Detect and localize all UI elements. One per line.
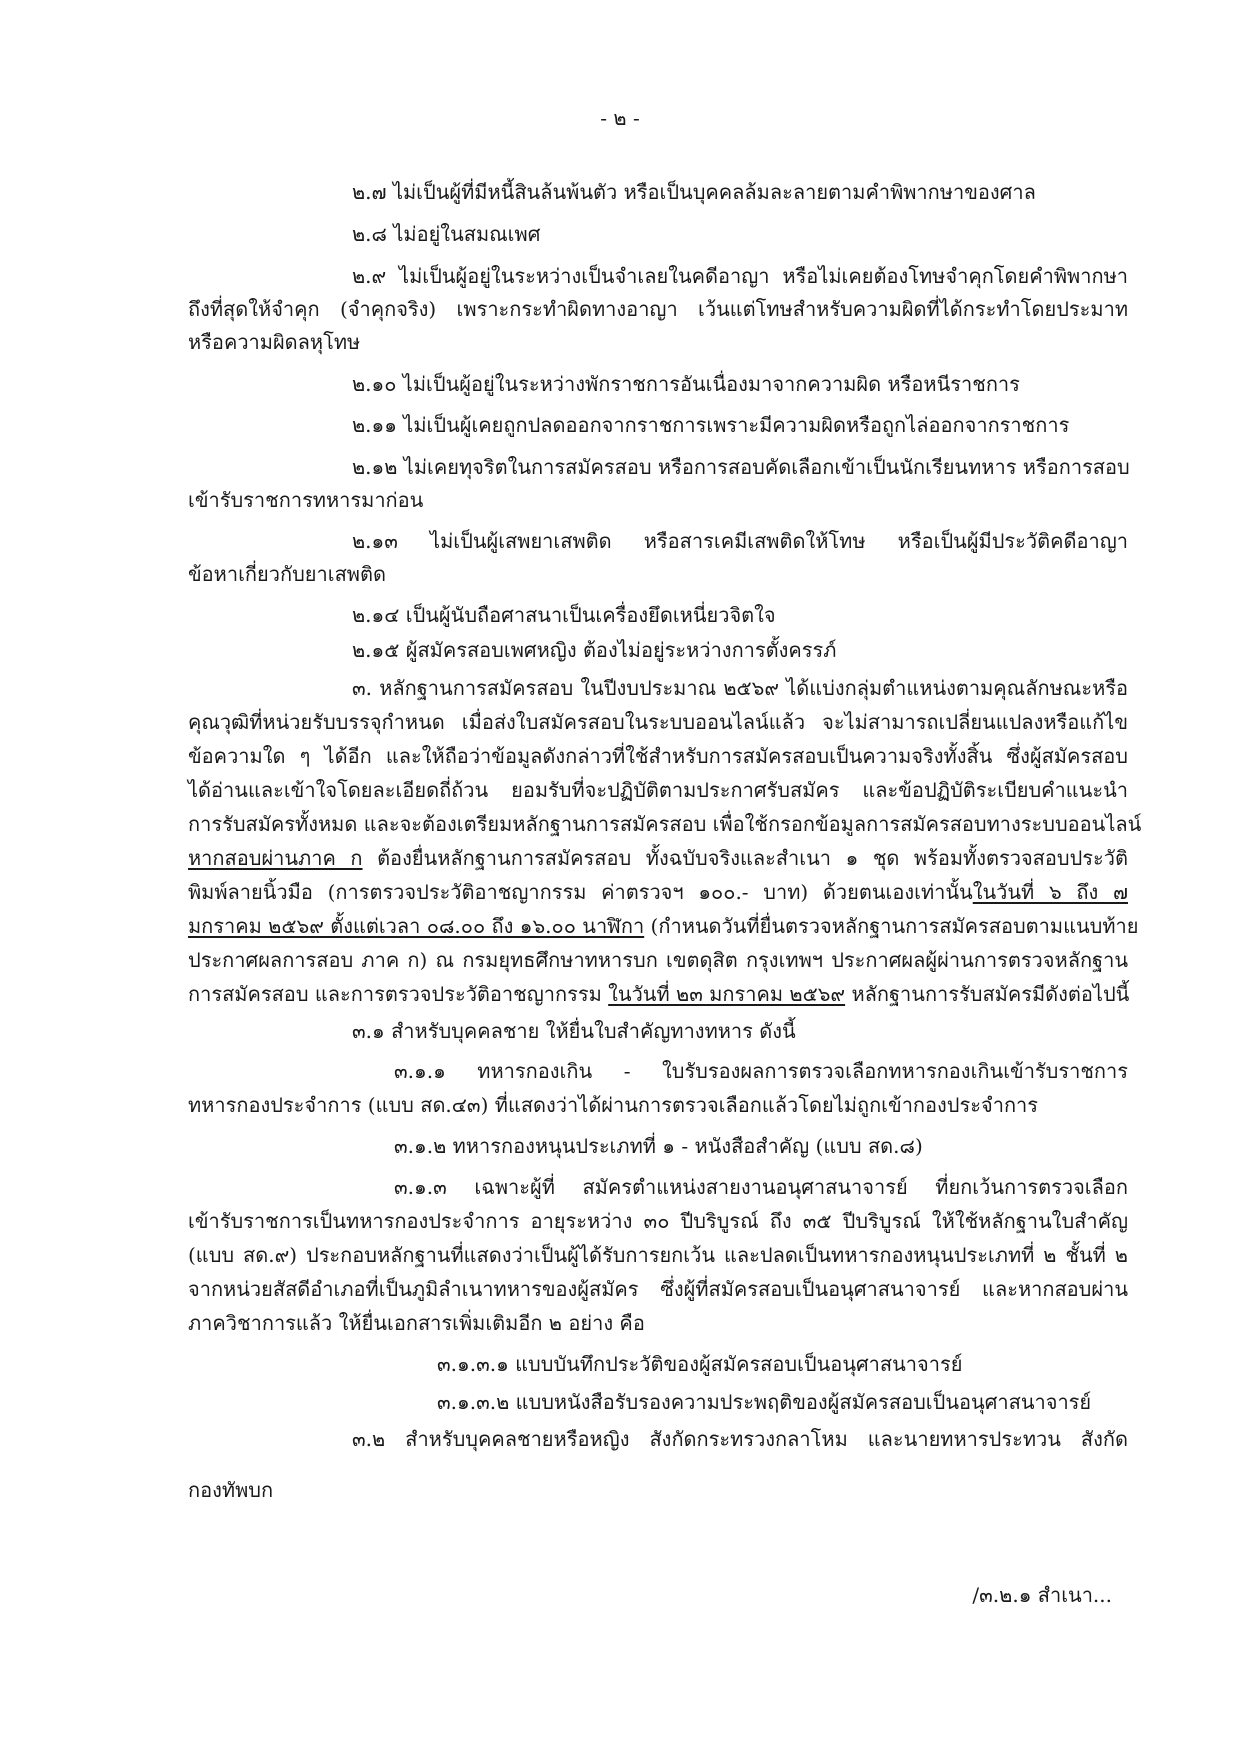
underlined-announce-date: ในวันที่ ๒๓ มกราคม ๒๕๖๙: [608, 982, 846, 1006]
item-3-2-line-1: ๓.๒ สำหรับบุคคลชายหรือหญิง สังกัดกระทรวงกลาโหม และนายทหารประทวน สังกัด: [352, 1427, 1128, 1451]
underlined-date-range: ในวันที่ ๖ ถึง ๗: [972, 880, 1128, 904]
section-3-line-5: การรับสมัครทั้งหมด และจะต้องเตรียมหลักฐานการสมัครสอบ เพื่อใช้กรอกข้อมูลการสมัครสอบทางระบบออนไลน์: [188, 812, 1142, 836]
section-3-line-2: คุณวุฒิที่หน่วยรับบรรจุกำหนด เมื่อส่งใบสมัครสอบในระบบออนไลน์แล้ว จะไม่สามารถเปลี่ยนแปลงหรือแก้ไข: [188, 710, 1128, 734]
line-8-text: (กำหนดวันที่ยื่นตรวจหลักฐานการสมัครสอบตามแนบท้าย: [644, 914, 1139, 938]
section-3-line-7: [188, 882, 1128, 902]
item-3-1-3-line-5: ภาควิชาการแล้ว ให้ยื่นเอกสารเพิ่มเติมอีก ๒ อย่าง คือ: [188, 1311, 645, 1335]
page-number: - ๒ -: [600, 106, 640, 130]
underlined-pass-part-a: หากสอบผ่านภาค ก: [188, 846, 363, 870]
item-2-13-line-2: ข้อหาเกี่ยวกับยาเสพติด: [188, 562, 386, 586]
item-3-1: ๓.๑ สำหรับบุคคลชาย ให้ยื่นใบสำคัญทางทหาร ดังนี้: [352, 1019, 796, 1043]
item-3-1-1-line-1: ๓.๑.๑ ทหารกองเกิน - ใบรับรองผลการตรวจเลือกทหารกองเกินเข้ารับราชการ: [394, 1059, 1128, 1083]
item-2-10: ๒.๑๐ ไม่เป็นผู้อยู่ในระหว่างพักราชการอันเนื่องมาจากความผิด หรือหนีราชการ: [352, 372, 1020, 396]
item-2-12-line-2: เข้ารับราชการทหารมาก่อน: [188, 488, 424, 512]
item-2-9-line-3: หรือความผิดลหุโทษ: [188, 330, 361, 354]
item-3-1-3-line-3: (แบบ สด.๙) ประกอบหลักฐานที่แสดงว่าเป็นผู้ได้รับการยกเว้น และปลดเป็นทหารกองหนุนประเภทที่ ๒ ชั้นที่ ๒: [188, 1243, 1128, 1267]
item-2-14: ๒.๑๔ เป็นผู้นับถือศาสนาเป็นเครื่องยึดเหนี่ยวจิตใจ: [352, 603, 776, 627]
item-3-1-3-2: ๓.๑.๓.๒ แบบหนังสือรับรองความประพฤติของผู้สมัครสอบเป็นอนุศาสนาจารย์: [437, 1390, 1092, 1414]
item-2-13-line-1: ๒.๑๓ ไม่เป็นผู้เสพยาเสพติด หรือสารเคมีเสพติดให้โทษ หรือเป็นผู้มีประวัติคดีอาญา: [352, 529, 1128, 553]
item-2-9-line-2: ถึงที่สุดให้จำคุก (จำคุกจริง) เพราะกระทำผิดทางอาญา เว้นแต่โทษสำหรับความผิดที่ได้กระทำโดยประมาท: [188, 297, 1128, 321]
item-2-8: ๒.๘ ไม่อยู่ในสมณเพศ: [352, 222, 541, 246]
item-3-1-3-line-4: จากหน่วยสัสดีอำเภอที่เป็นภูมิลำเนาทหารของผู้สมัคร ซึ่งผู้ที่สมัครสอบเป็นอนุศาสนาจารย์ และหากสอบผ่าน: [188, 1277, 1128, 1301]
item-3-2-line-2: กองทัพบก: [188, 1478, 274, 1502]
section-3-line-4: ได้อ่านและเข้าใจโดยละเอียดถี่ถ้วน ยอมรับที่จะปฏิบัติตามประกาศรับสมัคร และข้อปฏิบัติระเบียบคำแนะนำ: [188, 778, 1128, 802]
item-3-1-3-line-1: ๓.๑.๓ เฉพาะผู้ที่ สมัครตำแหน่งสายงานอนุศาสนาจารย์ ที่ยกเว้นการตรวจเลือก: [394, 1175, 1128, 1199]
item-2-11: ๒.๑๑ ไม่เป็นผู้เคยถูกปลดออกจากราชการเพราะมีความผิดหรือถูกไล่ออกจากราชการ: [352, 413, 1070, 437]
line-6-text: ต้องยื่นหลักฐานการสมัครสอบ ทั้งฉบับจริงและสำเนา ๑ ชุด พร้อมทั้งตรวจสอบประวัติ: [362, 846, 1128, 870]
line-7-text: พิมพ์ลายนิ้วมือ (การตรวจประวัติอาชญากรรม ค่าตรวจฯ ๑๐๐.- บาท) ด้วยตนเองเท่านั้น: [188, 880, 973, 904]
section-3-line-6: [188, 848, 1128, 868]
item-2-7: ๒.๗ ไม่เป็นผู้ที่มีหนี้สินล้นพ้นตัว หรือเป็นบุคคลล้มละลายตามคำพิพากษาของศาล: [352, 180, 1036, 204]
item-3-1-2: ๓.๑.๒ ทหารกองหนุนประเภทที่ ๑ - หนังสือสำคัญ (แบบ สด.๘): [394, 1134, 923, 1158]
section-3-line-1: ๓. หลักฐานการสมัครสอบ ในปีงบประมาณ ๒๕๖๙ ได้แบ่งกลุ่มตำแหน่งตามคุณลักษณะหรือ: [352, 676, 1128, 700]
section-3-line-10: [188, 984, 1128, 1004]
item-2-9-line-1: ๒.๙ ไม่เป็นผู้อยู่ในระหว่างเป็นจำเลยในคดีอาญา หรือไม่เคยต้องโทษจำคุกโดยคำพิพากษา: [352, 264, 1128, 288]
continuation-marker: /๓.๒.๑ สำเนา...: [972, 1583, 1112, 1607]
underlined-date-time: มกราคม ๒๕๖๙ ตั้งแต่เวลา ๐๘.๐๐ ถึง ๑๖.๐๐ นาฬิกา: [188, 914, 645, 938]
line-10-text-b: หลักฐานการรับสมัครมีดังต่อไปนี้: [845, 982, 1130, 1006]
section-3-line-3: ข้อความใด ๆ ได้อีก และให้ถือว่าข้อมูลดังกล่าวที่ใช้สำหรับการสมัครสอบเป็นความจริงทั้งสิ้น ซึ่งผู้สมัครสอบ: [188, 744, 1128, 768]
item-2-12-line-1: ๒.๑๒ ไม่เคยทุจริตในการสมัครสอบ หรือการสอบคัดเลือกเข้าเป็นนักเรียนทหาร หรือการสอบ: [352, 455, 1130, 479]
section-3-line-8: [188, 914, 1139, 938]
line-10-text-a: การสมัครสอบ และการตรวจประวัติอาชญากรรม: [188, 982, 609, 1006]
item-3-1-3-1: ๓.๑.๓.๑ แบบบันทึกประวัติของผู้สมัครสอบเป็นอนุศาสนาจารย์: [437, 1352, 963, 1376]
item-2-15: ๒.๑๕ ผู้สมัครสอบเพศหญิง ต้องไม่อยู่ระหว่างการตั้งครรภ์: [352, 638, 837, 662]
item-3-1-3-line-2: เข้ารับราชการเป็นทหารกองประจำการ อายุระหว่าง ๓๐ ปีบริบูรณ์ ถึง ๓๕ ปีบริบูรณ์ ให้ใช้หลักฐานใบสำคัญ: [188, 1209, 1128, 1233]
section-3-line-9: ประกาศผลการสอบ ภาค ก) ณ กรมยุทธศึกษาทหารบก เขตดุสิต กรุงเทพฯ ประกาศผลผู้ผ่านการตรวจหลักฐาน: [188, 948, 1128, 972]
item-3-1-1-line-2: ทหารกองประจำการ (แบบ สด.๔๓) ที่แสดงว่าได้ผ่านการตรวจเลือกแล้วโดยไม่ถูกเข้ากองประจำการ: [188, 1093, 1039, 1117]
